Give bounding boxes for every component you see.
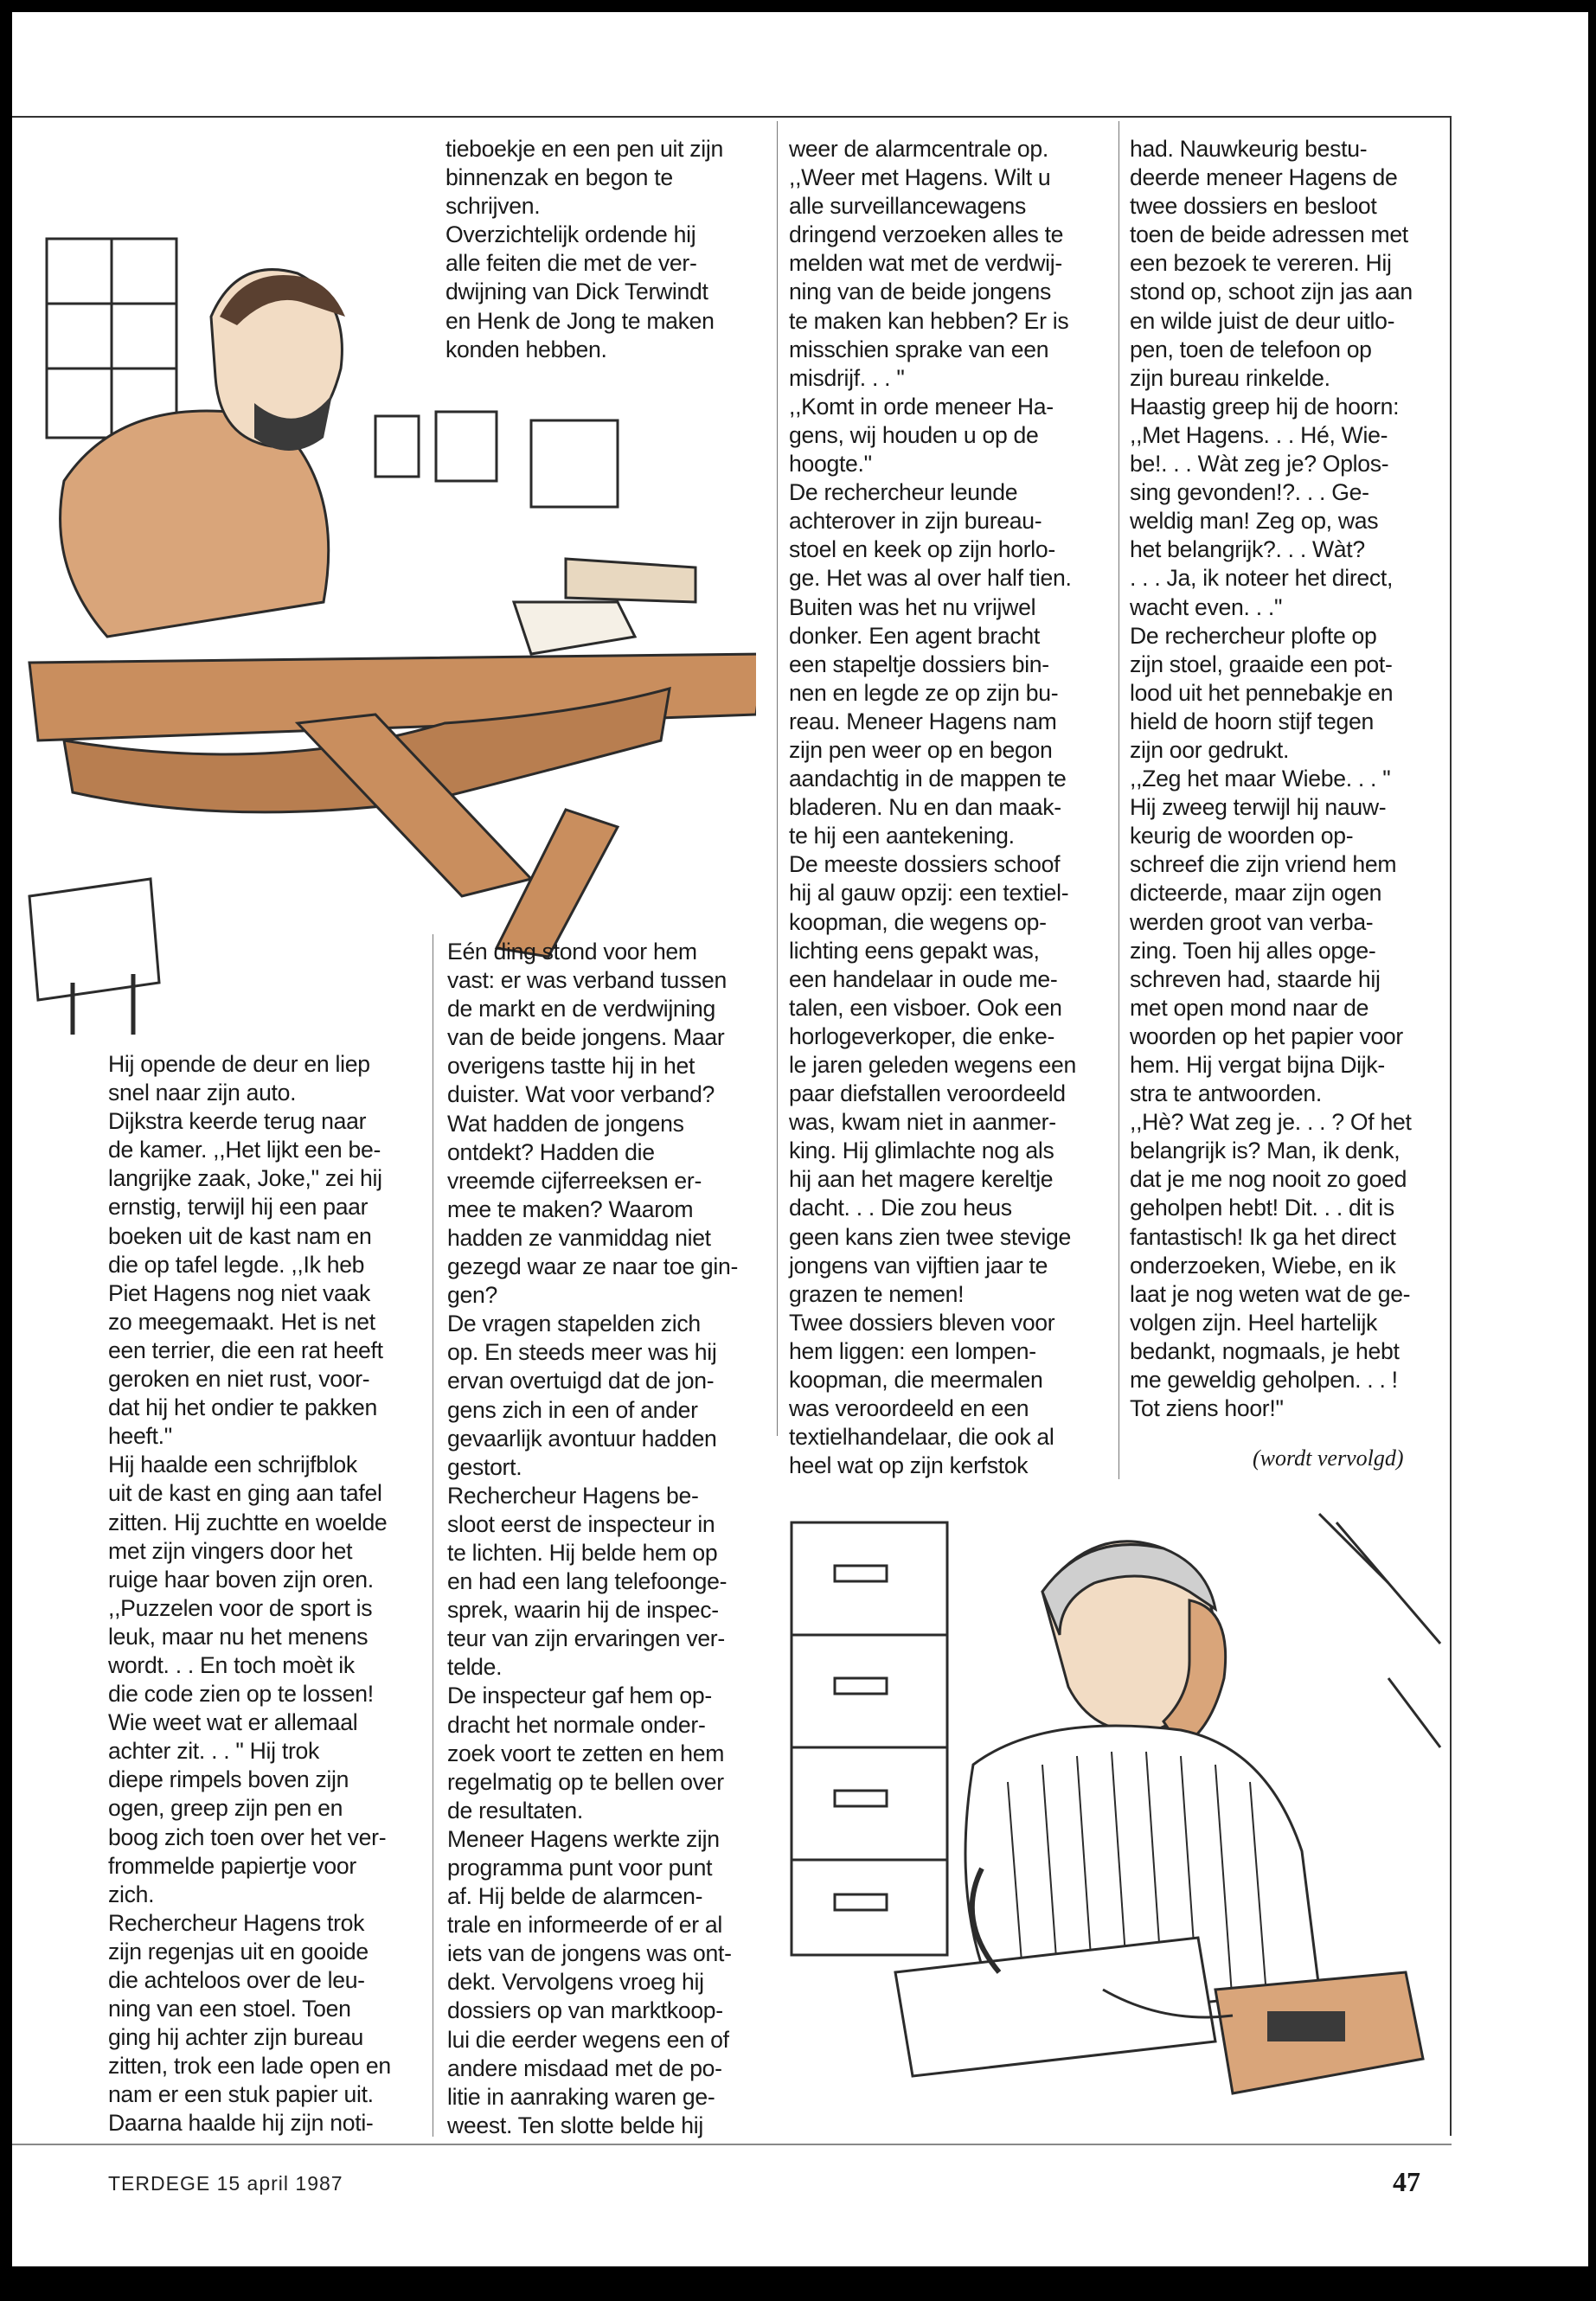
to-be-continued-note: (wordt vervolgd) (1253, 1445, 1404, 1471)
article-column-3: weer de alarmcentrale op. ,,Weer met Hagens. Wilt u alle surveillancewagens dringend verzoeken alles te melden wat met de verdwij- ning van de beide jongens te maken kan hebben? Er is misschien sprake van een misdrijf. . . " ,,Komt in orde meneer Ha- gens, wij houden u op de hoogte." De rechercheur leunde achterover in zijn bureau- stoel en keek op zijn horlo- ge. Het was al over half tien. Buiten was het nu vrijwel donker. Een agent bracht een stapeltje dossiers bin- nen en legde ze op zijn bu- reau. Meneer Hagens nam zijn pen weer op en begon aandachtig in de mappen te bladeren. Nu en dan maak- te hij een aantekening. De meeste dossiers schoof hij al gauw opzij: een textiel- koopman, die wegens op- lichting eens gepakt was, een handelaar in oude me- talen, een visboer. Ook een horlogeverkoper, die enke- le jaren geleden wegens een paar diefstallen veroordeeld was, kwam niet in aanmer- king. Hij glimlachte nog als hij aan het magere kereltje dacht. . . Die zou heus geen kans zien twee stevige jongens van vijftien jaar te grazen te nemen! Twee dossiers bleven voor hem liggen: een lompen- koopman, die meermalen was veroordeeld en een textielhandelaar, die ook al heel wat op zijn kerfstok (789, 136, 1076, 1479)
page-number: 47 (1393, 2166, 1420, 2197)
footer-rule (12, 2144, 1452, 2145)
column-divider (1118, 121, 1119, 1479)
article-column-2-top: tieboekje en een pen uit zijn binnenzak en begon te schrijven. Overzichtelijk ordende hij alle feiten die met de ver- dwijning van Dick Terwindt en Henk de Jong te maken konden hebben. (445, 136, 724, 362)
publication-footer: TERDEGE 15 april 1987 (108, 2172, 343, 2195)
article-column-4: had. Nauwkeurig bestu- deerde meneer Hagens de twee dossiers en besloot toen de beide adressen met een bezoek te vereren. Hij stond op, schoot zijn jas aan en wilde juist de deur uitlo- pen, toen de telefoon op zijn bureau rinkelde. Haastig greep hij de hoorn: ,,Met Hagens. . . Hé, Wie- be!. . . Wàt zeg je? Oplos- sing gevonden!?. . . Ge- weldig man! Zeg op, was het belangrijk?. . . Wàt? . . . Ja, ik noteer het direct, wacht even. . ." De rechercheur plofte op zijn stoel, graaide een pot- lood uit het pennebakje en hield de hoorn stijf tegen zijn oor gedrukt. ,,Zeg het maar Wiebe. . . " Hij zweeg terwijl hij nauw- keurig de woorden op- schreef die zijn vriend hem dicteerde, maar zijn ogen werden groot van verba- zing. Toen hij alles opge- schreven had, staarde hij met open mond naar de woorden op het papier voor hem. Hij vergat bijna Dijk- stra te antwoorden. ,,Hè? Wat zeg je. . . ? Of het belangrijk is? Man, ik denk, dat je me nog nooit zo goed geholpen hebt! Dit. . . dit is fantastisch! Ik ga het direct onderzoeken, Wiebe, en ik laat je nog weten wat de ge- volgen zijn. Heel hartelijk bedankt, nogmaals, je hebt me geweldig geholpen. . . ! Tot ziens hoor!" (1130, 136, 1413, 1422)
frame-rule-right (1450, 116, 1452, 2136)
page-edge-bottom (0, 2266, 1596, 2301)
page-edge-left (0, 0, 12, 2301)
article-column-2-bottom: Eén ding stond voor hem vast: er was verband tussen de markt en de verdwijning van de beide jongens. Maar overigens tastte hij in het duister. Wat voor verband? Wat hadden de jongens ontdekt? Hadden die vreemde cijferreeksen er- mee te maken? Waarom hadden ze vanmiddag niet gezegd waar ze naar toe gin- gen? De vragen stapelden zich op. En steeds meer was hij ervan overtuigd dat de jon- gens zich in een of ander gevaarlijk avontuur hadden gestort. Rechercheur Hagens be- sloot eerst de inspecteur in te lichten. Hij belde hem op en had een lang telefoonge- sprek, waarin hij de inspec- teur van zijn ervaringen ver- telde. De inspecteur gaf hem op- dracht het normale onder- zoek voort te zetten en hem regelmatig op te bellen over de resultaten. Meneer Hagens werkte zijn programma punt voor punt af. Hij belde de alarmcen- trale en informeerde of er al iets van de jongens was ont- dekt. Vervolgens vroeg hij dossiers op van marktkoop- lui die eerder wegens een of andere misdaad met de po- litie in aanraking waren ge- weest. Ten slotte belde hij (447, 939, 739, 2138)
column-divider (777, 121, 778, 1436)
page-edge-right (1588, 0, 1596, 2301)
article-column-1: Hij opende de deur en liep snel naar zijn auto. Dijkstra keerde terug naar de kamer. ,,Het lijkt een be- langrijke zaak, Joke," zei hij ernstig, terwijl hij een paar boeken uit de kast nam en die op tafel legde. ,,Ik heb Piet Hagens nog niet vaak zo meegemaakt. Het is net een terrier, die een rat heeft geroken en niet rust, voor- dat hij het ondier te pakken heeft." Hij haalde een schrijfblok uit de kast en ging aan tafel zitten. Hij zuchtte en woelde met zijn vingers door het ruige haar boven zijn oren. ,,Puzzelen voor de sport is leuk, maar nu het menens wordt. . . En toch moèt ik die code zien op te lossen! Wie weet wat er allemaal achter zit. . . " Hij trok diepe rimpels boven zijn ogen, greep zijn pen en boog zich toen over het ver- frommelde papiertje voor zich. Rechercheur Hagens trok zijn regenjas uit en gooide die achteloos over de leu- ning van een stoel. Toen ging hij achter zijn bureau zitten, trok een lade open en nam er een stuk papier uit. Daarna haalde hij zijn noti- (108, 1051, 391, 2137)
page-edge-top (0, 0, 1596, 12)
illustration-man-on-phone (783, 1505, 1445, 2128)
